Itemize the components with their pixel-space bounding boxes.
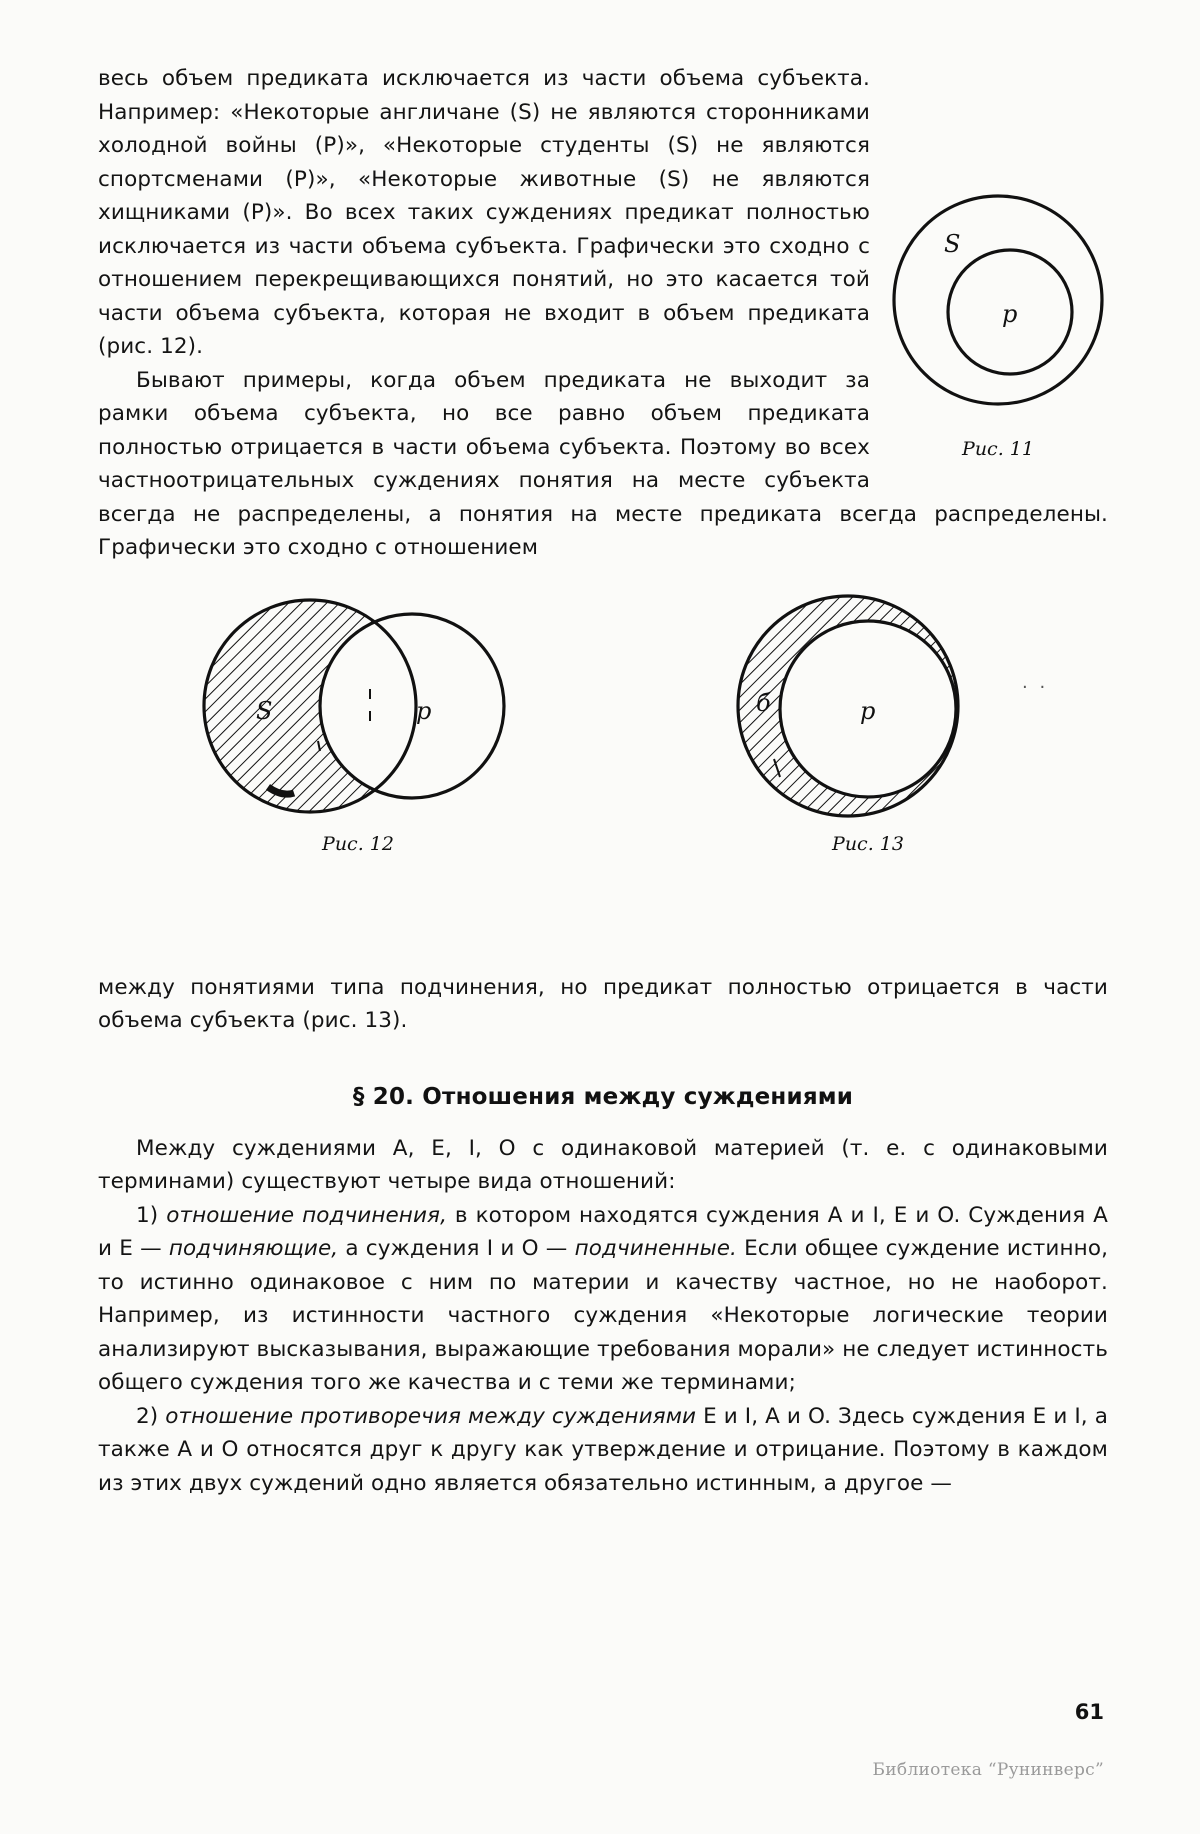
paragraph-6-a: E и I, A и O. Здесь суждения E и I, а также A и O относятся друг к другу как утверждение и отрицание. Поэтому в каждом из этих двух суждений одно является обязательно истинным, а другое —	[98, 1403, 1108, 1496]
section-heading: § 20. Отношения между суждениями	[352, 1083, 854, 1110]
figure-11-label-p: p	[1002, 300, 1018, 328]
paragraph-5-c: Если общее суждение истинно, то истинно одинаковое с ним по материи и качеству частное, но не наоборот. Например, из истинности частного суждения «Некоторые логические теории анализируют высказывания, выражающие требования морали» не следует истинность общего суждения того же качества и с теми же терминами;	[98, 1236, 1109, 1395]
page-number: 61	[1074, 1700, 1104, 1724]
paragraph-6	[98, 1400, 1108, 1501]
figure-11	[888, 180, 1108, 470]
top-text-block	[98, 62, 1108, 565]
figure-12	[198, 591, 518, 855]
figure-13	[718, 591, 1018, 855]
figure-11-label-s: S	[944, 230, 961, 258]
paragraph-5-a: в котором находятся суждения A и I, E и O. Суждения A и E —	[98, 1202, 1108, 1261]
term-subordinating: подчиняющие,	[168, 1236, 339, 1261]
library-watermark: Библиотека “Рунинверс”	[872, 1760, 1104, 1780]
figure-12-caption: Рис. 12	[322, 832, 394, 855]
figure-13-diagram	[718, 591, 1018, 821]
paragraph-3: между понятиями типа подчинения, но предикат полностью отрицается в части объема субъекта (рис. 13).	[98, 974, 1108, 1033]
figure-11-caption: Рис. 11	[962, 438, 1034, 460]
figure-13-label-outer: б	[756, 688, 771, 717]
term-subordination: отношение подчинения,	[166, 1202, 447, 1228]
paragraph-4: Между суждениями A, E, I, O с одинаковой материей (т. е. с одинаковыми терминами) существуют четыре вида отношений:	[98, 1135, 1108, 1194]
figures-row	[98, 591, 1108, 891]
list-number-2: 2)	[136, 1403, 159, 1429]
figure-11-diagram	[888, 180, 1108, 430]
paragraph-1: весь объем предиката исключается из части объема субъекта. Например: «Некоторые англичане (S) не являются сторонниками холодной войны (P)», «Некоторые студенты (S) не являются спортсменами (P)», «Некоторые животные (S) не являются хищниками (P)». Во всех таких суждениях предикат полностью исключается из части объема субъекта. Графически это сходно с отношением перекрещивающихся понятий, но это касается той части объема субъекта, которая не входит в объем предиката (рис. 12).	[98, 66, 870, 359]
stray-marks: . .	[1022, 672, 1049, 693]
paragraph-5-b: а суждения I и O —	[338, 1236, 568, 1261]
paragraph-5	[98, 1199, 1108, 1400]
page-content	[98, 62, 1108, 1500]
list-number-1: 1)	[136, 1202, 159, 1228]
term-subordinate: подчиненные.	[574, 1236, 737, 1261]
figure-13-caption: Рис. 13	[832, 832, 904, 855]
figure-12-label-p: p	[416, 696, 432, 725]
term-contradiction: отношение противоречия между суждениями	[165, 1403, 697, 1429]
figure-12-label-s: S	[256, 696, 273, 725]
figure-13-label-inner: p	[860, 696, 876, 725]
paragraph-2: Бывают примеры, когда объем предиката не выходит за рамки объема субъекта, но все равно объем предиката полностью отрицается в части объема субъекта. Поэтому во всех частноотрицательных суждениях понятия на месте субъекта всегда не распределены, а понятия на месте предиката всегда распределены. Графически это сходно с отношением	[98, 367, 1108, 560]
figure-12-diagram	[198, 591, 518, 821]
